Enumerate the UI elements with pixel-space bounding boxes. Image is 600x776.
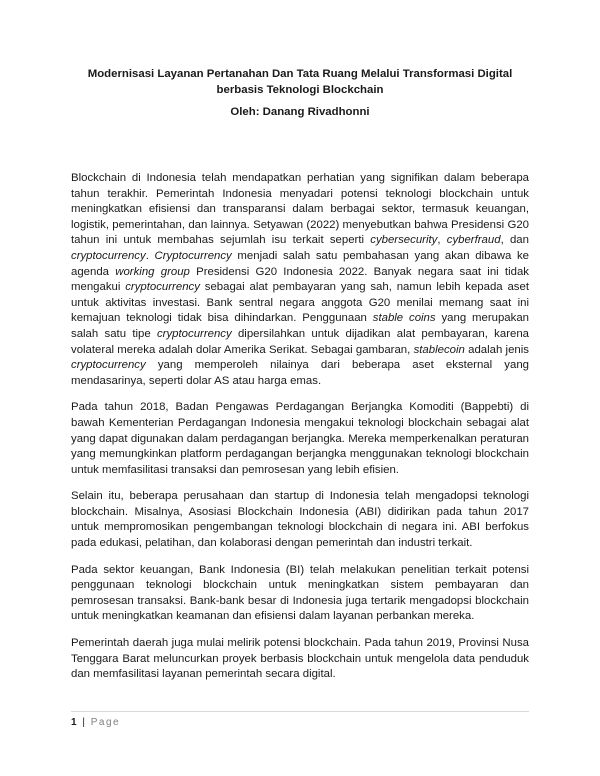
page-footer [71,711,529,729]
text-run: yang memperoleh nilainya dari beberapa aset eksternal yang mendasarinya, seperti dolar AS atau harga emas. [71,359,529,387]
title-line-2: berbasis Teknologi Blockchain [216,84,384,96]
text-run: dipersilahkan untuk dijadikan alat pembayaran, karena volateral mereka adalah dolar Amerika Serikat. Sebagai gambaran, [71,327,529,356]
italic-term: cryptocurrency [156,327,232,340]
footer-divider [71,711,529,712]
text-run: Pada tahun 2018, Badan Pengawas Perdagangan Berjangka Komoditi (Bappebti) di bawah Kementerian Perdagangan Indonesia mengakui teknologi blockchain sebagai alat yang dapat digunakan dalam perdagangan berjangka. Mereka memperkenalkan peraturan yang memungkinkan platform perdagangan berjangka menggunakan teknologi blockchain untuk memfasilitasi transaksi dan pemrosesan yang lebih efisien. [71,401,529,476]
text-run: sebagai alat pembayaran yang sah, namun lebih kepada aset untuk aktivitas investasi. Bank sentral negara anggota G20 menilai memang saat ini kemajuan teknologi tidak bisa dihindarkan. Penggunaan [71,281,529,325]
paragraph-1 [71,171,529,389]
text-run: Presidensi G20 Indonesia 2022. Banyak negara saat ini tidak mengakui [71,265,529,294]
paragraph-3 [71,489,529,551]
text-run: . [145,249,155,262]
italic-term: stable coins [372,312,436,325]
text-run: Pemerintah daerah juga mulai melirik potensi blockchain. Pada tahun 2019, Provinsi Nusa Tenggara Barat meluncurkan proyek berbasis blockchain untuk mengelola data penduduk dan memfasilitasi layanan pemerintah secara digital. [71,637,529,681]
page-number: 1 [71,717,77,728]
paragraph-5 [71,636,529,683]
italic-term: cyberfraud [446,234,501,247]
italic-term: cryptocurrency [125,281,200,294]
author-line: Oleh: Danang Rivadhonni [230,106,370,118]
body-text [71,171,529,694]
page-number-line [71,717,529,729]
paragraph-2 [71,400,529,478]
text-run: , dan [500,234,529,247]
italic-term: stablecoin [413,343,465,356]
title-line-1: Modernisasi Layanan Pertanahan Dan Tata Ruang Melalui Transformasi Digital [87,68,513,80]
page-separator: | [82,717,85,728]
text-run: yang merupakan salah satu tipe [71,312,529,340]
document-header [60,66,540,120]
text-run: Blockchain di Indonesia telah mendapatkan perhatian yang signifikan dalam beberapa tahun terakhir. Pemerintah Indonesia menyadari potensi teknologi blockchain untuk meningkatkan efisiensi dan transparansi dalam berbagai sektor, termasuk keuangan, logistik, pemerintahan, dan lainnya. Setyawan (2022) menyebutkan bahwa Presidensi G20 tahun ini untuk membahas sejumlah isu terkait seperti [71,172,529,247]
text-run: , [437,234,447,247]
page-label: Page [90,717,121,728]
italic-term: cryptocurrency [71,359,146,372]
italic-term: cybersecurity [370,234,438,247]
text-run: menjadi salah satu pembahasan yang akan dibawa ke agenda [71,249,529,278]
italic-term: working group [115,265,190,278]
italic-term: Cryptocurrency [154,249,232,262]
paragraph-4 [71,563,529,625]
italic-term: cryptocurrency [71,249,146,262]
text-run: Selain itu, beberapa perusahaan dan startup di Indonesia telah mengadopsi teknologi blockchain. Misalnya, Asosiasi Blockchain Indonesia (ABI) didirikan pada tahun 2017 untuk mempromosikan pengembangan teknologi blockchain di negara ini. ABI berfokus pada edukasi, pelatihan, dan kolaborasi dengan pemerintah dan industri terkait. [71,490,529,550]
text-run: Pada sektor keuangan, Bank Indonesia (BI) telah melakukan penelitian terkait potensi penggunaan teknologi blockchain untuk meningkatkan sistem pembayaran dan pemrosesan transaksi. Bank-bank besar di Indonesia juga tertarik mengadopsi blockchain untuk meningkatkan keamanan dan efisiensi dalam layanan perbankan mereka. [71,563,529,623]
text-run: adalah jenis [464,343,529,356]
